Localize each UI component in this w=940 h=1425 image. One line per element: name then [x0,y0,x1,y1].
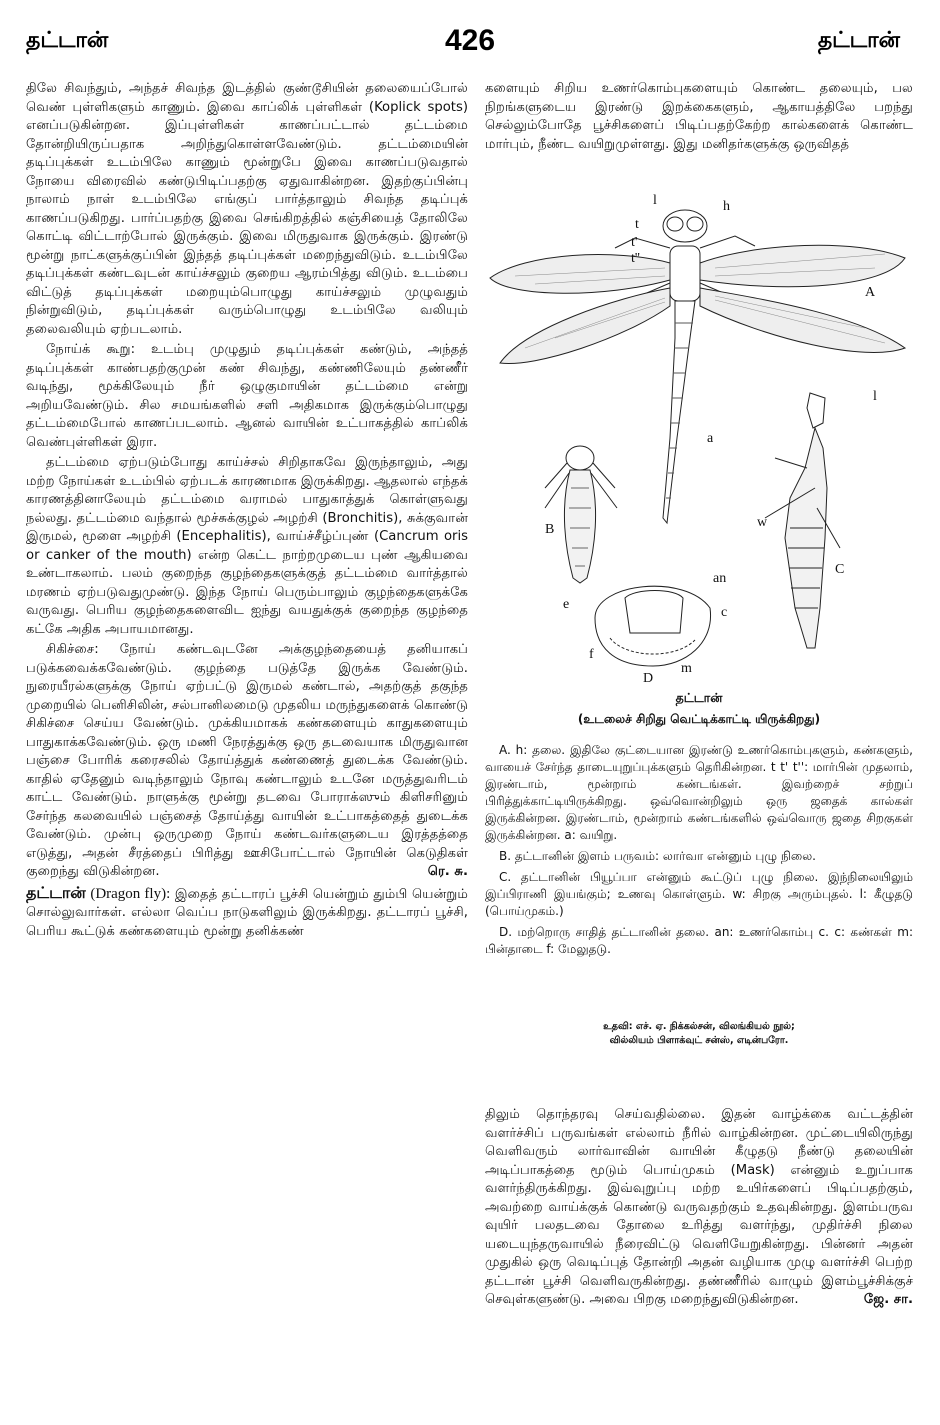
credit-line-1: உதவி: எச். ஏ. நிக்கல்சன், விலங்கியல் நூல்; [603,1021,795,1032]
treatment-text: சிகிச்சை: நோய் கண்டவுடனே அக்குழந்தையைத் தனியாகப் படுக்கவைக்கவேண்டும். குழந்தை படுத்தே இருக்க வேண்டும். நுரையீரல்களுக்கு நோய் ஏற்பட்டு இருமல் கண்டால், அதற்குத் தகுந்த முறையில் பெனிசிலின், சல்பானிலமைடு முதலிய மருந்துகளைக் கொண்டு சிகிச்சை செய்ய வேண்டும். முக்கியமாகக் கண்களையும் காதுகளையும் பாதுகாக்கவேண்டும். ஒரு மணி நேரத்துக்கு ஒரு தடவையாக மிருதுவான பஞ்சை போரிக் கரைசலில் தோய்த்துக் கண்ணைத் துடைக்க வேண்டும். காதில் ஏதேனும் வடிந்தாலும் நோவு கண்டாலும் உடனே மருத்துவரிடம் காட்ட வேண்டும். நாளுக்கு மூன்று தடவை போராக்ஸும் கிளிசரினும் சேர்ந்த கலவையில் பஞ்சைத் தோய்த்து வாயின் உட்பாகத்தைத் துடைக்க வேண்டும். முன்பு ஒருமுறை நோய் கண்டவர்களுடைய இரத்தத்தை எடுத்து, அதன் சீரத்தைப் பிரித்து ஊசிபோட்டால் நோயின் கெடுதிகள் குறைந்து விடுகின்றன. [26,642,468,879]
figure-label-m: m [681,661,692,676]
paragraph-dragonfly-entry [26,884,468,942]
paragraph-complications: தட்டம்மை ஏற்படும்போது காய்ச்சல் சிறிதாகவே இருந்தாலும், அது மற்ற நோய்கள் உடம்பில் ஏற்படக் காரணமாக இருக்கிறது. ஆதலால் எந்தக் காரணத்தினாலேயும் தட்டம்மை வராமல் பாதுகாத்துக் கொள்ளுவது நல்லது. தட்டம்மை வந்தால் மூச்சுக்குழல் அழற்சி (Bronchitis), சுக்குவான் இருமல், மூளை அழற்சி (Encephalitis), வாய்ச்சீழ்ப்புண் (Cancrum oris or canker of the mouth) என்ற கெட்ட நாற்றமுடைய புண் ஆகியவை உண்டாகலாம். பலம் குறைந்த குழந்தைகளுக்குத் தட்டம்மை வார்த்தால் மரணம் ஏற்படுவதுமுண்டு. இந்த நோய் பெரும்பாலும் குழந்தைகளுக்கே வருவது. பெரிய குழந்தைகளைவிட ஐந்து வயதுக்குக் குறைந்த குழந்தை கட்கே அதிக அபாயமானது. [26,455,468,637]
figure-label-t1: t' [631,235,638,250]
figure-label-A: A [865,285,876,300]
right-column-top [485,80,913,156]
paragraph-life-cycle [485,1106,913,1310]
life-cycle-text: திலும் தொந்தரவு செய்வதில்லை. இதன் வாழ்க்கை வட்டத்தின் வளர்ச்சிப் பருவங்கள் எல்லாம் நீரில் வாழ்கின்றன. முட்டையிலிருந்து வெளிவரும் லார்வாவின் வாயின் கீழுதடு நீண்டு தலையின் அடிப்பாகத்தை மூடும் பொய்முகம் (Mask) என்னும் உறுப்பாக வளர்ந்திருக்கிறது. இவ்வுறுப்பு மற்ற உயிர்களைப் பிடிப்பதற்கும், அவற்றை வாய்க்குக் கொண்டு வருவதற்கும் உதவுகின்றது. இளம்பருவ வுயிர் பலதடவை தோலை உரித்து வளர்ந்து, முதிர்ச்சி நிலை யடையுந்தருவாயில் நீரைவிட்டு வெளியேறுகின்றது. பின்னர் அதன் முதுகில் ஒரு வெடிப்புத் தோன்றி அதன் வழியாக முழு வளர்ச்சி பெற்ற தட்டான் பூச்சி வெளிவருகின்றது. தண்ணீரில் வாழும் இளம்பூச்சிக்குச் செவுள்களுண்டு. அவை பிறகு மறைந்துவிடுகின்றன. [485,1107,913,1307]
paragraph-dragonfly-body: களையும் சிறிய உணர்கொம்புகளையும் கொண்ட தலையும், பல நிறங்களுடைய இரண்டு இறக்கைகளும், ஆகாயத்திலே பறந்து செல்லும்போதே பூச்சிகளைப் பிடிப்பதற்கேற்ற கால்களைக் கொண்ட மார்பும், நீண்ட வயிறுமுள்ளது. இது மனிதர்களுக்கு ஒருவிதத் [485,81,913,152]
figure-label-D: D [643,671,654,686]
head-detail [595,586,711,666]
adult-dragonfly [490,210,905,523]
adult-thorax [670,246,700,301]
legend-D: D. மற்றொரு சாதித் தட்டானின் தலை. an: உணர்கொம்பு c. c: கண்கள் m: பின்தாடை f: மேலுதடு. [485,925,913,956]
wing-front-right [700,245,905,286]
credit-line-2: வில்லியம் பிளாக்வுட் சன்ஸ், எடின்பரோ. [609,1035,789,1046]
paragraph-diagnosis: நோய்க் கூறு: உடம்பு முழுதும் தடிப்புக்கள் கண்டும், அந்தத் தடிப்புக்கள் காண்பதற்குமுன் கண் சிவந்து, கண்ணிலேயும் தண்ணீர் வடிந்து, மூக்கிலேயும் நீர் ஒழுகுமாயின் தட்டம்மை என்று அறியவேண்டும். சில சமயங்களில் சளி அதிகமாக இருக்கும்பொழுது தட்டம்மைபோல் காணப்படலாம். ஆனல் வாயின் உட்பாகத்தில் காப்லிக் வெண்புள்ளிகள் இரா. [26,342,468,450]
figure-label-e: e [563,597,570,612]
figure-label-a: a [707,431,714,446]
figure-label-c: c [721,605,728,620]
author-signature-2: ஜே. சா. [863,1292,913,1307]
figure-label-B: B [545,522,555,537]
dragonfly-drawing [485,188,913,688]
figure-label-f: f [589,647,594,662]
wing-hind-left [500,288,670,364]
figure-label-C: C [835,562,845,577]
legend-A: A. h: தலை. இதிலே குட்டையான இரண்டு உணர்கொம்புகளும், கண்களும், வாயைச் சேர்ந்த தாடையுறுப்புக்களும் தெரிகின்றன. t t' t'': மார்பின் முதலாம், இரண்டாம், மூன்றாம் கண்டங்கள். இவற்றைச் சற்றுப் பிரித்துக்காட்டியிருக்கிறது. ஒவ்வொன்றிலும் ஒரு ஜதைக் கால்கள் இருக்கின்றன. இரண்டாம், மூன்றாம் கண்டங்களில் ஒவ்வொரு ஜதை சிறகுகள் இருக்கின்றன. a: வயிறு. [485,743,913,842]
author-signature: ரெ. சு. [427,864,468,879]
entry-text: இதைத் தட்டாரப் பூச்சி யென்றும் தும்பி யென்றும் சொல்லுவார்கள். எல்லா வெப்ப நாடுகளிலும் இருக்கிறது. தட்டாரப் பூச்சி, பெரிய கூட்டுக் கண்களையும் மூன்று தனிக்கண் [26,886,468,939]
larva [545,446,617,583]
entry-latin-name: (Dragon fly): [90,885,171,902]
legend-C: C. தட்டானின் பியூப்பா என்னும் கூட்டுப் புழு நிலை. இந்நிலையிலும் இப்பிராணி இயங்கும்; உணவு கொள்ளும். w: சிறகு அரும்புதல். l: கீழுதடு (பொய்முகம்.) [485,870,913,918]
figure-label-l: l [653,193,657,208]
left-column [26,80,468,943]
wing-front-left [490,255,670,294]
paragraph-treatment [26,641,468,882]
running-head-right: தட்டான் [817,28,900,53]
figure-label-l2: l [873,389,877,404]
figure-title: தட்டான் [675,690,723,705]
pupa [765,393,840,648]
figure-label-h: h [723,199,730,214]
page-number: 426 [444,24,496,57]
legend-B: B. தட்டானின் இளம் பருவம்: லார்வா என்னும் புழு நிலை. [499,849,816,863]
figure-label-t: t [635,217,639,232]
figure-label-w: w [757,515,768,530]
paragraph-measles-spots: திலே சிவந்தும், அந்தச் சிவந்த இடத்தில் குண்டூசியின் தலையைப்போல் வெண் புள்ளிகளும் காணும். இவை காப்லிக் புள்ளிகள் (Koplick spots) எனப்படுகின்றன. இப்புள்ளிகள் காணப்பட்டால் தட்டம்மை தோன்றியிருப்பதாக அறிந்துகொள்ளவேண்டும். தட்டம்மையின் தடிப்புக்கள் உடம்பிலே காணும் மூன்றுபே இவை காணப்படுவதால் நோயை விரைவில் கண்டுபிடிப்பதற்கு ஏதுவாகின்றன. இதற்குப்பின்பு நாலாம் நாள் உடம்பிலே எங்குப் பார்த்தாலும் சிவந்த தடிப்புக் காணப்படுகிறது. பார்ப்பதற்கு இவை செங்கிறத்தில் கஞ்சியைத் தோலிலே கொட்டி விட்டாற்போல் இருக்கும். இவை மிருதுவாக இருக்கும். இரண்டு மூன்று நாட்களுக்குப்பின் இந்தத் தடிப்புக்கள் மறைந்துவிடும். உடம்பிலே தடிப்புக்கள் கண்டவுடன் காய்ச்சலும் குறைய ஆரம்பித்து விடும். உடம்பை விட்டுத் தடிப்புக்கள் மறையும்பொழுது காய்ச்சலும் முழுவதும் நின்றுவிடும், தடிப்புக்கள் வரும்பொழுது உடம்பிலே வலியும் தலைவலியும் ஏற்படலாம். [26,81,468,337]
adult-head [663,210,707,242]
figure-credit [485,1020,913,1048]
figure-label-t2: t'' [631,251,640,266]
dragonfly-illustration [485,188,913,688]
right-column-bottom [485,1106,913,1312]
figure-label-an: an [713,571,727,586]
running-head-left: தட்டான் [26,28,109,53]
adult-abdomen [663,301,695,523]
figure-legend [485,742,913,962]
figure-subtitle: (உடலைச் சிறிது வெட்டிக்காட்டி யிருக்கிறது) [577,712,821,726]
entry-heading: தட்டான் [26,882,86,902]
